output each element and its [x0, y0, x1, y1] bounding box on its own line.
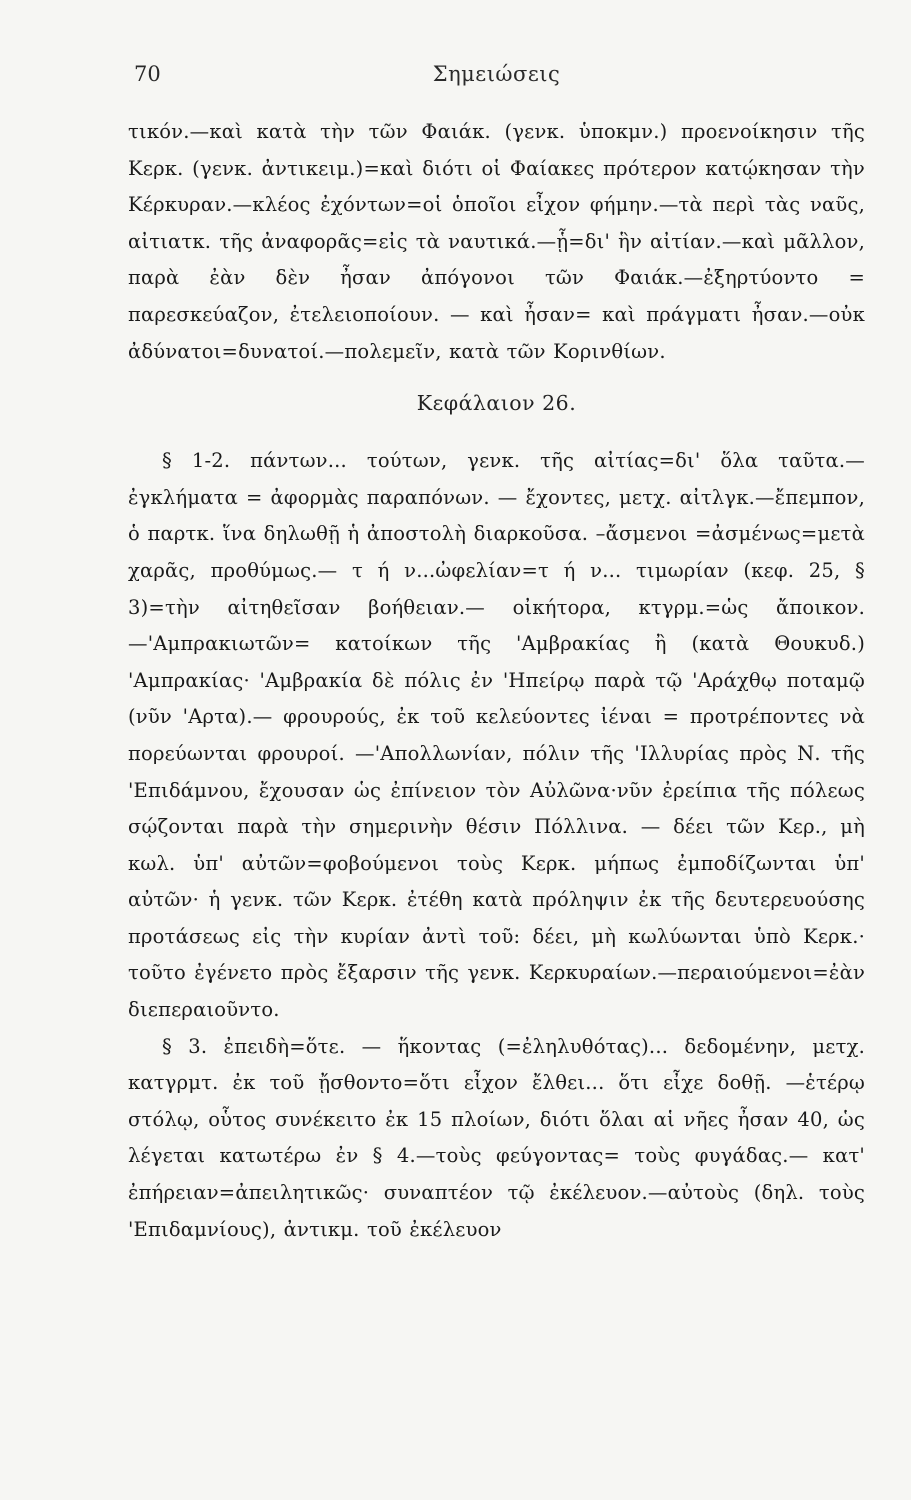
running-title: Σημειώσεις: [432, 62, 561, 86]
paragraph-section-3: § 3. ἐπειδὴ=ὅτε. — ἥκοντας (=ἐληλυθότας)... δεδομένην, μετχ. κατγρμτ. ἐκ τοῦ ᾔσθοντο=ὅτι εἶχον ἔλθει... ὅτι εἶχε δοθῇ. —ἑτέρῳ στόλῳ, οὗτος συνέκειτο ἐκ 15 πλοίων, διότι ὅλαι αἱ νῆες ἦσαν 40, ὡς λέγεται κατωτέρω ἐν § 4.—τοὺς φεύγοντας= τοὺς φυγάδας.— κατ' ἐπήρειαν=ἀπειλητικῶς· συναπτέον τῷ ἐκέλευον.—αὐτοὺς (δηλ. τοὺς 'Επιδαμνίους), ἀντικμ. τοῦ ἐκέλευον: [128, 1034, 865, 1241]
paragraph-continued: τικόν.—καὶ κατὰ τὴν τῶν Φαιάκ. (γενκ. ὑποκμν.) προενοίκησιν τῆς Κερκ. (γενκ. ἀντικειμ.)=καὶ διότι οἱ Φαίακες πρότερον κατῴκησαν τὴν Κέρκυραν.—κλέος ἐχόντων=οἱ ὁποῖοι εἶχον φήμην.—τὰ περὶ τὰς ναῦς, αἰτιατκ. τῆς ἀναφορᾶς=εἰς τὰ ναυτικά.—ᾗ=δι' ἣν αἰτίαν.—καὶ μᾶλλον, παρὰ ἐὰν δὲν ἦσαν ἀπόγονοι τῶν Φαιάκ.—ἐξηρτύοντο = παρεσκεύαζον, ἐτελειοποίουν. — καὶ ἦσαν= καὶ πράγματι ἦσαν.—οὐκ ἀδύνατοι=δυνατοί.—πολεμεῖν, κατὰ τῶν Κορινθίων.: [128, 120, 865, 363]
page-number: 70: [134, 62, 161, 86]
running-header: [128, 62, 865, 102]
chapter-heading: Κεφάλαιον 26.: [416, 391, 577, 416]
paragraph-section-1-2: § 1-2. πάντων... τούτων, γενκ. τῆς αἰτίας=δι' ὅλα ταῦτα.—ἐγκλήματα = ἀφορμὰς παραπόνων. — ἔχοντες, μετχ. αἰτλγκ.—ἔπεμπον, ὁ παρτκ. ἵνα δηλωθῇ ἡ ἀποστολὴ διαρκοῦσα. –ἄσμενοι =ἀσμένως=μετὰ χαρᾶς, προθύμως.— τ ή ν...ὠφελίαν=τ ή ν... τιμωρίαν (κεφ. 25, § 3)=τὴν αἰτηθεῖσαν βοήθειαν.— οἰκήτορα, κτγρμ.=ὡς ἄποικον.—'Αμπρακιωτῶν= κατοίκων τῆς 'Αμβρακίας ἢ (κατὰ Θουκυδ.) 'Αμπρακίας· 'Αμβρακία δὲ πόλις ἐν 'Ηπείρῳ παρὰ τῷ 'Αράχθῳ ποταμῷ (νῦν 'Αρτα).— φρουρούς, ἐκ τοῦ κελεύοντες ἰέναι = προτρέποντες νὰ πορεύωνται φρουροί. —'Απολλωνίαν, πόλιν τῆς 'Ιλλυρίας πρὸς Ν. τῆς 'Επιδάμνου, ἔχουσαν ὡς ἐπίνειον τὸν Αὐλῶνα·νῦν ἐρείπια τῆς πόλεως σῴζονται παρὰ τὴν σημερινὴν θέσιν Πόλλινα. — δέει τῶν Κερ., μὴ κωλ. ὑπ' αὐτῶν=φοβούμενοι τοὺς Κερκ. μήπως ἐμποδίζωνται ὑπ' αὐτῶν· ἡ γενκ. τῶν Κερκ. ἐτέθη κατὰ πρόληψιν ἐκ τῆς δευτερευούσης προτάσεως εἰς τὴν κυρίαν ἀντὶ τοῦ: δέει, μὴ κωλύωνται ὑπὸ Κερκ.· τοῦτο ἐγένετο πρὸς ἔξαρσιν τῆς γενκ. Κερκυραίων.—περαιούμενοι=ἐὰν διεπεραιοῦντο.: [128, 449, 865, 1022]
